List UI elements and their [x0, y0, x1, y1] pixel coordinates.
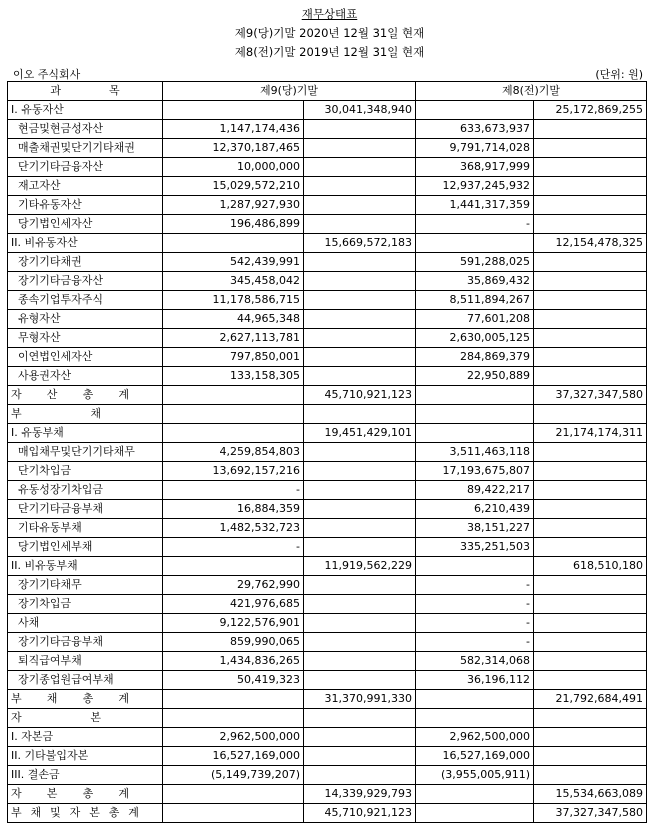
header-account — [8, 82, 163, 101]
account-label — [8, 804, 163, 823]
prior-detail: - — [416, 576, 534, 595]
prior-detail: 1,441,317,359 — [416, 196, 534, 215]
prior-detail: 9,791,714,028 — [416, 139, 534, 158]
table-row — [8, 747, 647, 766]
table-row — [8, 728, 647, 747]
prior-total — [534, 291, 647, 310]
label-word: 자 — [11, 388, 22, 401]
table-row — [8, 272, 647, 291]
table-row — [8, 633, 647, 652]
table-row — [8, 462, 647, 481]
prior-detail: 6,210,439 — [416, 500, 534, 519]
label-word: 부 — [11, 692, 22, 705]
prior-total — [534, 120, 647, 139]
account-label: 장기종업원급여부채 — [8, 671, 163, 690]
current-total — [304, 481, 416, 500]
account-label-spread — [11, 804, 139, 822]
current-detail: - — [163, 538, 304, 557]
table-row — [8, 158, 647, 177]
current-detail: 44,965,348 — [163, 310, 304, 329]
current-total — [304, 728, 416, 747]
account-label: 장기기타금융자산 — [8, 272, 163, 291]
account-label — [8, 405, 163, 424]
unit-label: (단위: 원) — [595, 68, 643, 81]
current-total — [304, 443, 416, 462]
header-account-label: 과 — [50, 84, 61, 97]
current-detail — [163, 386, 304, 405]
prior-detail: - — [416, 595, 534, 614]
prior-total — [534, 253, 647, 272]
current-total — [304, 766, 416, 785]
prior-total — [534, 367, 647, 386]
prior-total — [534, 538, 647, 557]
table-row — [8, 101, 647, 120]
label-word: 채 — [30, 806, 42, 819]
prior-total: 15,534,663,089 — [534, 785, 647, 804]
current-detail: 16,884,359 — [163, 500, 304, 519]
prior-total — [534, 576, 647, 595]
account-label — [8, 386, 163, 405]
prior-detail: - — [416, 633, 534, 652]
prior-total — [534, 766, 647, 785]
prior-detail: 16,527,169,000 — [416, 747, 534, 766]
prior-total — [534, 310, 647, 329]
account-label: 이연법인세자산 — [8, 348, 163, 367]
company-name: 이오 주식회사 — [13, 68, 81, 81]
account-label: 단기기타금융부채 — [8, 500, 163, 519]
account-label: II. 비유동자산 — [8, 234, 163, 253]
current-total — [304, 633, 416, 652]
prior-detail: 22,950,889 — [416, 367, 534, 386]
current-total — [304, 348, 416, 367]
current-detail: 859,990,065 — [163, 633, 304, 652]
prior-detail: 335,251,503 — [416, 538, 534, 557]
prior-detail: - — [416, 215, 534, 234]
label-word: 총 — [82, 787, 94, 800]
prior-total — [534, 747, 647, 766]
prior-detail: 38,151,227 — [416, 519, 534, 538]
label-word: 계 — [118, 787, 129, 800]
table-row — [8, 671, 647, 690]
table-row — [8, 538, 647, 557]
prior-total: 12,154,478,325 — [534, 234, 647, 253]
prior-total: 37,327,347,580 — [534, 386, 647, 405]
label-word: 총 — [82, 692, 94, 705]
prior-detail — [416, 386, 534, 405]
current-detail — [163, 709, 304, 728]
prior-total — [534, 633, 647, 652]
table-row — [8, 690, 647, 709]
current-total — [304, 500, 416, 519]
table-row — [8, 424, 647, 443]
current-total — [304, 272, 416, 291]
prior-detail: - — [416, 614, 534, 633]
table-row — [8, 595, 647, 614]
table-row — [8, 329, 647, 348]
table-row — [8, 405, 647, 424]
account-label — [8, 690, 163, 709]
label-word: 자 — [69, 806, 81, 819]
account-label: I. 유동부채 — [8, 424, 163, 443]
current-detail: 133,158,305 — [163, 367, 304, 386]
current-total — [304, 329, 416, 348]
current-detail: 12,370,187,465 — [163, 139, 304, 158]
account-label: 현금및현금성자산 — [8, 120, 163, 139]
current-total — [304, 158, 416, 177]
prior-total — [534, 348, 647, 367]
prior-detail: 12,937,245,932 — [416, 177, 534, 196]
account-label-spread — [11, 405, 101, 423]
label-word: 부 — [11, 407, 22, 420]
balance-sheet-table — [7, 81, 647, 823]
prior-detail — [416, 101, 534, 120]
prior-detail: 77,601,208 — [416, 310, 534, 329]
table-row — [8, 196, 647, 215]
current-detail: - — [163, 481, 304, 500]
table-row — [8, 766, 647, 785]
label-word: 본 — [90, 711, 101, 724]
current-total — [304, 538, 416, 557]
current-detail — [163, 424, 304, 443]
table-row — [8, 234, 647, 253]
header-current: 제9(당)기말 — [163, 82, 416, 101]
prior-total — [534, 443, 647, 462]
current-total — [304, 709, 416, 728]
current-total: 31,370,991,330 — [304, 690, 416, 709]
current-detail — [163, 690, 304, 709]
label-word: 자 — [11, 787, 22, 800]
current-detail: 421,976,685 — [163, 595, 304, 614]
current-total: 19,451,429,101 — [304, 424, 416, 443]
prior-total — [534, 177, 647, 196]
account-label: 장기기타금융부채 — [8, 633, 163, 652]
current-detail: 15,029,572,210 — [163, 177, 304, 196]
current-total: 14,339,929,793 — [304, 785, 416, 804]
label-word: 총 — [108, 806, 120, 819]
prior-total: 25,172,869,255 — [534, 101, 647, 120]
current-total: 11,919,562,229 — [304, 557, 416, 576]
current-detail: 9,122,576,901 — [163, 614, 304, 633]
prior-detail — [416, 424, 534, 443]
current-total — [304, 671, 416, 690]
header-prior: 제8(전)기말 — [416, 82, 647, 101]
prior-total: 618,510,180 — [534, 557, 647, 576]
prior-total — [534, 196, 647, 215]
prior-total — [534, 519, 647, 538]
current-detail: 2,962,500,000 — [163, 728, 304, 747]
prior-detail — [416, 804, 534, 823]
prior-detail — [416, 709, 534, 728]
label-word: 총 — [82, 388, 94, 401]
prior-detail: 591,288,025 — [416, 253, 534, 272]
account-label: 유동성장기차입금 — [8, 481, 163, 500]
current-detail: 1,482,532,723 — [163, 519, 304, 538]
current-detail: 11,178,586,715 — [163, 291, 304, 310]
account-label: II. 비유동부채 — [8, 557, 163, 576]
account-label-spread — [11, 386, 129, 404]
prior-detail: 8,511,894,267 — [416, 291, 534, 310]
table-row — [8, 709, 647, 728]
current-detail: 1,147,174,436 — [163, 120, 304, 139]
table-row — [8, 310, 647, 329]
table-row — [8, 139, 647, 158]
current-total — [304, 139, 416, 158]
label-word: 채 — [90, 407, 101, 420]
current-detail — [163, 101, 304, 120]
prior-total — [534, 614, 647, 633]
prior-detail: (3,955,005,911) — [416, 766, 534, 785]
account-label: 당기법인세자산 — [8, 215, 163, 234]
label-word: 산 — [46, 388, 58, 401]
account-label — [8, 785, 163, 804]
table-row — [8, 614, 647, 633]
prior-detail — [416, 785, 534, 804]
account-label: I. 자본금 — [8, 728, 163, 747]
account-label-spread — [11, 690, 129, 708]
account-label: 사채 — [8, 614, 163, 633]
account-label: 매입채무및단기기타채무 — [8, 443, 163, 462]
current-detail: 50,419,323 — [163, 671, 304, 690]
account-label: 퇴직급여부채 — [8, 652, 163, 671]
account-label: I. 유동자산 — [8, 101, 163, 120]
prior-detail: 2,962,500,000 — [416, 728, 534, 747]
current-total — [304, 652, 416, 671]
label-word: 본 — [46, 787, 58, 800]
period-prior: 제8(전)기말 2019년 12월 31일 현재 — [234, 45, 425, 59]
current-total — [304, 614, 416, 633]
table-row — [8, 500, 647, 519]
current-detail: 29,762,990 — [163, 576, 304, 595]
prior-total: 21,792,684,491 — [534, 690, 647, 709]
prior-total: 37,327,347,580 — [534, 804, 647, 823]
prior-total — [534, 405, 647, 424]
prior-total — [534, 462, 647, 481]
current-total: 15,669,572,183 — [304, 234, 416, 253]
prior-total — [534, 272, 647, 291]
account-label: 장기기타채권 — [8, 253, 163, 272]
table-row — [8, 519, 647, 538]
label-word: 및 — [50, 806, 61, 819]
table-row — [8, 177, 647, 196]
current-total — [304, 462, 416, 481]
current-total — [304, 519, 416, 538]
table-row — [8, 481, 647, 500]
label-word: 채 — [46, 692, 58, 705]
table-row — [8, 804, 647, 823]
prior-detail: 17,193,675,807 — [416, 462, 534, 481]
prior-detail: 2,630,005,125 — [416, 329, 534, 348]
account-label-spread — [11, 709, 101, 727]
prior-total — [534, 595, 647, 614]
table-row — [8, 120, 647, 139]
account-label: 사용권자산 — [8, 367, 163, 386]
prior-total: 21,174,174,311 — [534, 424, 647, 443]
table-row — [8, 215, 647, 234]
current-detail: 196,486,899 — [163, 215, 304, 234]
prior-total — [534, 500, 647, 519]
current-total: 45,710,921,123 — [304, 804, 416, 823]
prior-detail — [416, 690, 534, 709]
label-word: 본 — [89, 806, 100, 819]
account-label: 단기차입금 — [8, 462, 163, 481]
account-label: 매출채권및단기기타채권 — [8, 139, 163, 158]
current-total — [304, 291, 416, 310]
label-word: 자 — [11, 711, 22, 724]
label-word: 부 — [11, 806, 22, 819]
table-row — [8, 652, 647, 671]
account-label: 기타유동자산 — [8, 196, 163, 215]
account-label: 유형자산 — [8, 310, 163, 329]
table-row — [8, 443, 647, 462]
current-detail — [163, 557, 304, 576]
account-label: 종속기업투자주식 — [8, 291, 163, 310]
table-row — [8, 785, 647, 804]
table-row — [8, 386, 647, 405]
prior-detail: 633,673,937 — [416, 120, 534, 139]
table-header-row — [8, 82, 647, 101]
current-total: 30,041,348,940 — [304, 101, 416, 120]
table-row — [8, 348, 647, 367]
current-total — [304, 177, 416, 196]
account-label-spread — [11, 785, 129, 803]
account-label: 기타유동부채 — [8, 519, 163, 538]
current-total — [304, 747, 416, 766]
current-detail — [163, 804, 304, 823]
current-total — [304, 253, 416, 272]
prior-total — [534, 652, 647, 671]
account-label: II. 기타불입자본 — [8, 747, 163, 766]
prior-total — [534, 139, 647, 158]
period-current: 제9(당)기말 2020년 12월 31일 현재 — [234, 26, 425, 40]
prior-detail: 582,314,068 — [416, 652, 534, 671]
current-total — [304, 367, 416, 386]
current-detail — [163, 234, 304, 253]
account-label: III. 결손금 — [8, 766, 163, 785]
account-label: 장기차입금 — [8, 595, 163, 614]
prior-detail — [416, 234, 534, 253]
current-detail: 1,287,927,930 — [163, 196, 304, 215]
account-label — [8, 709, 163, 728]
prior-detail — [416, 557, 534, 576]
account-label: 단기기타금융자산 — [8, 158, 163, 177]
current-detail — [163, 405, 304, 424]
current-detail: 13,692,157,216 — [163, 462, 304, 481]
current-detail: 4,259,854,803 — [163, 443, 304, 462]
current-total — [304, 576, 416, 595]
current-total — [304, 405, 416, 424]
current-total — [304, 595, 416, 614]
current-total — [304, 196, 416, 215]
statement-title: 재무상태표 — [301, 7, 358, 21]
current-total: 45,710,921,123 — [304, 386, 416, 405]
account-label: 장기기타채무 — [8, 576, 163, 595]
current-detail: (5,149,739,207) — [163, 766, 304, 785]
prior-total — [534, 158, 647, 177]
current-detail: 345,458,042 — [163, 272, 304, 291]
current-detail: 2,627,113,781 — [163, 329, 304, 348]
prior-total — [534, 215, 647, 234]
current-detail: 10,000,000 — [163, 158, 304, 177]
current-detail: 1,434,836,265 — [163, 652, 304, 671]
prior-total — [534, 481, 647, 500]
current-detail: 542,439,991 — [163, 253, 304, 272]
table-row — [8, 557, 647, 576]
prior-total — [534, 709, 647, 728]
prior-detail: 284,869,379 — [416, 348, 534, 367]
current-total — [304, 310, 416, 329]
current-total — [304, 120, 416, 139]
current-detail: 16,527,169,000 — [163, 747, 304, 766]
prior-total — [534, 728, 647, 747]
account-label: 재고자산 — [8, 177, 163, 196]
prior-detail: 89,422,217 — [416, 481, 534, 500]
account-label: 무형자산 — [8, 329, 163, 348]
prior-detail: 368,917,999 — [416, 158, 534, 177]
table-row — [8, 291, 647, 310]
label-word: 계 — [118, 692, 129, 705]
label-word: 계 — [118, 388, 129, 401]
prior-total — [534, 671, 647, 690]
account-label: 당기법인세부채 — [8, 538, 163, 557]
prior-total — [534, 329, 647, 348]
prior-detail: 3,511,463,118 — [416, 443, 534, 462]
table-row — [8, 367, 647, 386]
prior-detail: 35,869,432 — [416, 272, 534, 291]
current-detail — [163, 785, 304, 804]
current-total — [304, 215, 416, 234]
current-detail: 797,850,001 — [163, 348, 304, 367]
prior-detail: 36,196,112 — [416, 671, 534, 690]
table-row — [8, 576, 647, 595]
prior-detail — [416, 405, 534, 424]
label-word: 계 — [128, 806, 139, 819]
header-account-label-2: 목 — [109, 84, 120, 97]
table-row — [8, 253, 647, 272]
